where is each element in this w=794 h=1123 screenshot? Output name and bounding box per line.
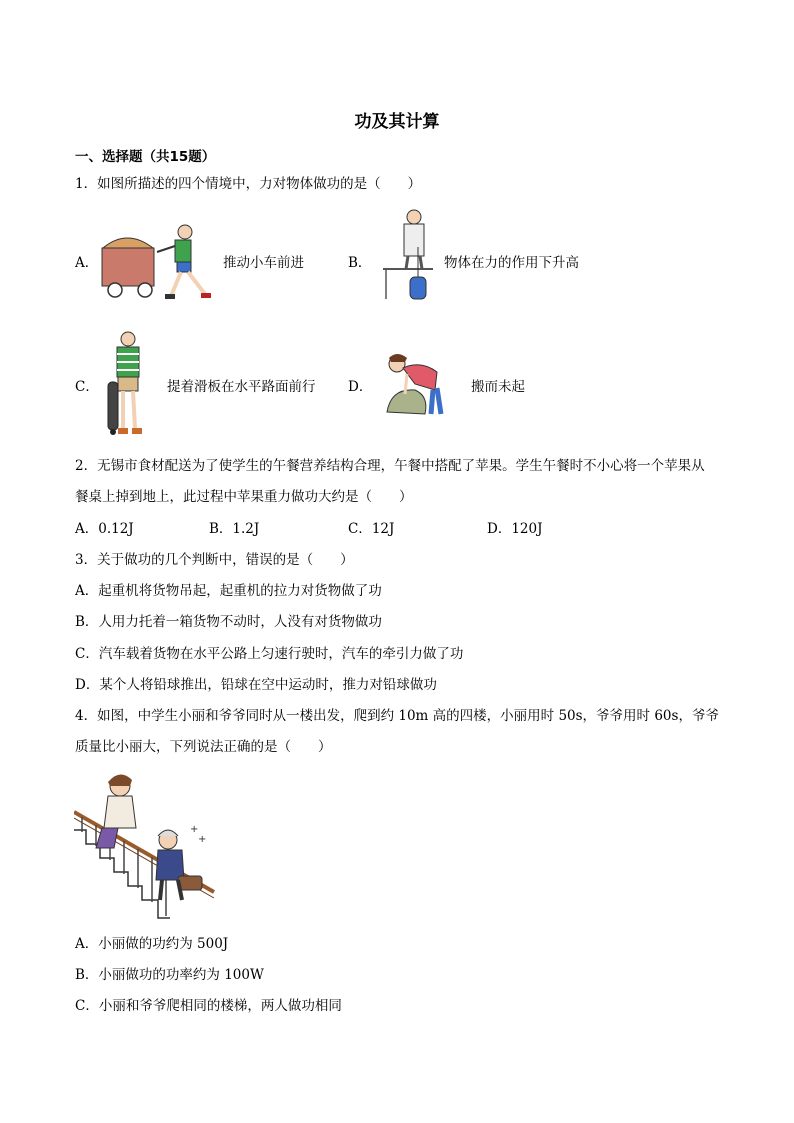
q4-option-a: A．小丽做的功约为 500J <box>75 936 229 952</box>
q1-option-b-label: B． <box>348 255 372 271</box>
q2-option-d: D．120J <box>487 521 543 537</box>
q1-option-a-text: 推动小车前进 <box>223 255 304 271</box>
q4-stem-line2: 质量比小丽大，下列说法正确的是（ ） <box>75 739 332 755</box>
q1-option-b-text: 物体在力的作用下升高 <box>444 255 579 271</box>
q4-option-c: C．小丽和爷爷爬相同的楼梯，两人做功相同 <box>75 998 342 1014</box>
q4-option-b: B．小丽做功的功率约为 100W <box>75 967 264 983</box>
stair-climbing-illustration <box>74 772 220 920</box>
q2-option-b: B．1.2J <box>209 521 260 537</box>
section-heading: 一、选择题（共15题） <box>75 149 216 165</box>
lifting-object-illustration <box>378 207 438 302</box>
q1-option-c-text: 提着滑板在水平路面前行 <box>167 379 316 395</box>
q2-option-c: C．12J <box>348 521 395 537</box>
q1-option-d-text: 搬而未起 <box>471 379 525 395</box>
q3-option-c: C．汽车载着货物在水平公路上匀速行驶时，汽车的牵引力做了功 <box>75 646 464 662</box>
pushing-cart-illustration <box>97 218 222 303</box>
svg-text:+: + <box>190 824 199 835</box>
q3-option-b: B．人用力托着一箱货物不动时，人没有对货物做功 <box>75 614 382 630</box>
q3-option-d: D．某个人将铅球推出，铅球在空中运动时，推力对铅球做功 <box>75 677 437 693</box>
q1-option-a-label: A． <box>75 255 99 271</box>
carrying-skateboard-illustration <box>102 330 154 440</box>
q3-option-a: A．起重机将货物吊起，起重机的拉力对货物做了功 <box>75 583 382 599</box>
q1-option-d-label: D． <box>348 379 373 395</box>
q3-stem: 3．关于做功的几个判断中，错误的是（ ） <box>75 552 354 568</box>
q4-stem-line1: 4．如图，中学生小丽和爷爷同时从一楼出发，爬到约 10m 高的四楼，小丽用时 50s，爷爷用时 60s，爷爷 <box>75 708 719 724</box>
page-title: 功及其计算 <box>354 112 440 132</box>
q2-stem-line2: 餐桌上掉到地上，此过程中苹果重力做功大约是（ ） <box>75 489 413 505</box>
q2-stem-line1: 2．无锡市食材配送为了使学生的午餐营养结构合理，午餐中搭配了苹果。学生午餐时不小心将一个苹果从 <box>75 458 705 474</box>
q1-stem: 1．如图所描述的四个情境中，力对物体做功的是（ ） <box>75 176 422 192</box>
lifting-rock-illustration <box>375 350 453 420</box>
q2-option-a: A．0.12J <box>75 521 134 537</box>
svg-text:+: + <box>198 834 207 845</box>
q1-option-c-label: C． <box>75 379 99 395</box>
